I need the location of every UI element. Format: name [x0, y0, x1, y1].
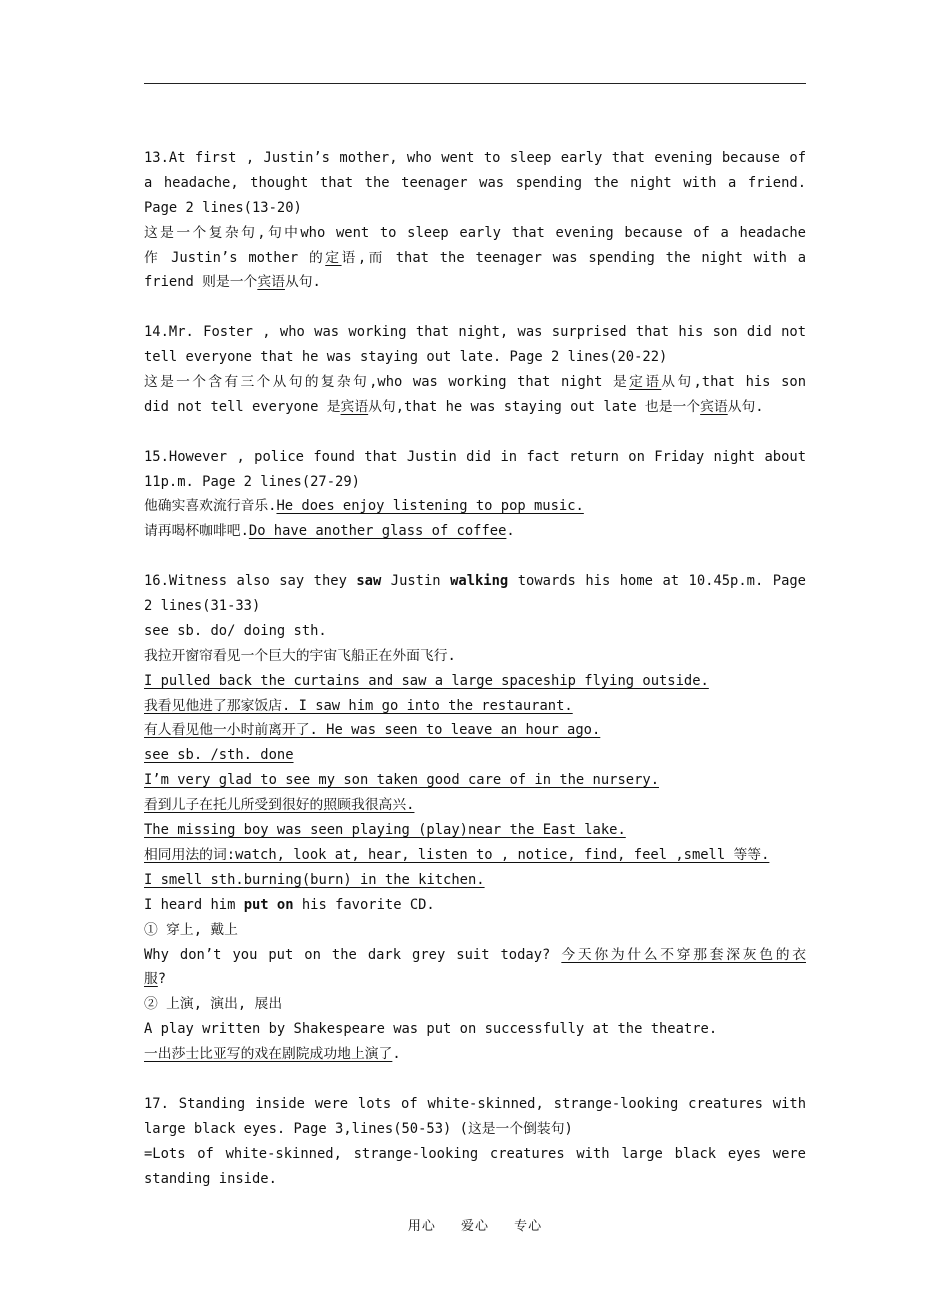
- item-13-explanation: 这是一个复杂句,句中who went to sleep early that evening because of a headache: [144, 224, 806, 241]
- item-13-reference: Page 2 lines(13-20): [144, 199, 302, 216]
- text-run: .: [392, 1046, 401, 1063]
- item-14-explanation: [144, 370, 806, 395]
- bold-term: saw: [356, 573, 382, 590]
- text-run: 作 Justin’s mother 的: [144, 249, 326, 266]
- item-17: [144, 1092, 806, 1192]
- footer-word: 专心: [514, 1219, 543, 1234]
- text-run: I smell sth.: [144, 871, 244, 888]
- item-17-rewrite: standing inside.: [144, 1170, 277, 1187]
- example-sentence: 我看见他进了那家饭店. I saw him go into the restaurant.: [144, 697, 573, 714]
- text-run: ?: [157, 971, 167, 988]
- item-16-line: [144, 569, 806, 594]
- text-run: 16.Witness also say they: [144, 573, 357, 590]
- english-translation: He does enjoy listening to pop music.: [276, 498, 584, 515]
- meaning-heading: ① 穿上, 戴上: [144, 921, 238, 938]
- example-sentence: [144, 1042, 806, 1067]
- bold-term: walking: [450, 573, 509, 590]
- text-run: friend 则是一个: [144, 274, 258, 291]
- text-run: 从句,that his son: [661, 374, 806, 391]
- text-run: .: [506, 523, 515, 540]
- item-15-reference: 11p.m. Page 2 lines(27-29): [144, 473, 360, 490]
- chinese-translation: 今天你为什么不穿那套深灰色的衣: [561, 946, 806, 963]
- example-sentence: [144, 868, 806, 893]
- text-run: towards his home at 10.45p.m. Page: [508, 573, 806, 590]
- item-16: [144, 569, 806, 1067]
- underlined-term: 定: [325, 249, 342, 266]
- example-sentence: 看到儿子在托儿所受到很好的照顾我很高兴.: [144, 797, 415, 814]
- item-14-line: 14.Mr. Foster , who was working that night, was surprised that his son did not: [144, 324, 806, 341]
- example-sentence: [144, 494, 806, 519]
- item-13-explanation: [144, 246, 806, 271]
- text-run: 从句.: [727, 398, 764, 415]
- text-run: his favorite CD.: [293, 896, 435, 913]
- example-sentence: 有人看见他一小时前离开了. He was seen to leave an hour ago.: [144, 722, 601, 739]
- underlined-term: 宾语: [257, 274, 285, 291]
- text-run: Why don’t you put on the dark grey suit today?: [144, 946, 562, 963]
- example-sentence: [144, 943, 806, 968]
- example-sentence: [144, 967, 806, 992]
- meaning-heading: ② 上演, 演出, 展出: [144, 996, 283, 1013]
- bold-term: put on: [243, 896, 294, 913]
- chinese-translation: 一出莎士比亚写的戏在剧院成功地上演了: [144, 1046, 393, 1063]
- chinese-sentence: 请再喝杯咖啡吧.: [144, 523, 249, 540]
- example-sentence: A play written by Shakespeare was put on successfully at the theatre.: [144, 1021, 718, 1038]
- example-sentence: 我拉开窗帘看见一个巨大的宇宙飞船正在外面飞行.: [144, 647, 456, 664]
- document-body: [144, 146, 806, 1191]
- example-sentence: The missing boy was seen playing (play)near the East lake.: [144, 822, 626, 839]
- item-13: [144, 146, 806, 295]
- text-run: (burn) in the kitchen.: [301, 871, 485, 888]
- text-run: 从句,that he was staying out late 也是一个: [368, 398, 701, 415]
- footer-word: 用心: [407, 1219, 436, 1234]
- example-sentence: I pulled back the curtains and saw a large spaceship flying outside.: [144, 672, 709, 689]
- footer-word: 爱心: [460, 1219, 489, 1234]
- item-17-reference: large black eyes. Page 3,lines(50-53) (这是一个倒装句): [144, 1120, 573, 1137]
- item-13-explanation: [144, 270, 806, 295]
- example-sentence: [144, 893, 806, 918]
- text-run: 语,而 that the teenager was spending the night with a: [341, 249, 806, 266]
- text-run: did not tell everyone 是: [144, 398, 341, 415]
- header-rule: [144, 83, 806, 84]
- item-15-line: 15.However , police found that Justin did in fact return on Friday night about: [144, 448, 806, 465]
- text-run: I heard him: [144, 896, 244, 913]
- example-sentence: [144, 519, 806, 544]
- underlined-term: 宾语: [700, 398, 728, 415]
- page-footer: [0, 1215, 950, 1234]
- text-run: Justin: [381, 573, 451, 590]
- grammar-pattern: see sb. do/ doing sth.: [144, 622, 327, 639]
- item-16-reference: 2 lines(31-33): [144, 598, 261, 615]
- item-15: [144, 445, 806, 545]
- underlined-term: burning: [243, 871, 302, 888]
- item-17-line: 17. Standing inside were lots of white-skinned, strange-looking creatures with: [144, 1095, 806, 1112]
- item-13-line: a headache, thought that the teenager was spending the night with a friend.: [144, 174, 806, 191]
- grammar-pattern: see sb. /sth. done: [144, 747, 294, 764]
- underlined-term: 定语: [629, 374, 662, 391]
- chinese-translation: 服: [144, 971, 158, 988]
- item-14-line: tell everyone that he was staying out late. Page 2 lines(20-22): [144, 349, 668, 366]
- example-sentence: I’m very glad to see my son taken good care of in the nursery.: [144, 772, 659, 789]
- chinese-sentence: 他确实喜欢流行音乐.: [144, 498, 277, 515]
- item-14-explanation: [144, 395, 806, 420]
- english-translation: Do have another glass of coffee: [248, 523, 507, 540]
- underlined-term: 宾语: [340, 398, 369, 415]
- usage-note: 相同用法的词:watch, look at, hear, listen to , notice, find, feel ,smell 等等.: [144, 846, 770, 863]
- item-14: [144, 320, 806, 420]
- item-17-rewrite: =Lots of white-skinned, strange-looking creatures with large black eyes were: [144, 1145, 806, 1162]
- item-13-line: 13.At first , Justin’s mother, who went to sleep early that evening because of: [144, 150, 806, 166]
- text-run: 这是一个含有三个从句的复杂句,who was working that night 是: [144, 374, 630, 391]
- text-run: 从句.: [284, 274, 321, 291]
